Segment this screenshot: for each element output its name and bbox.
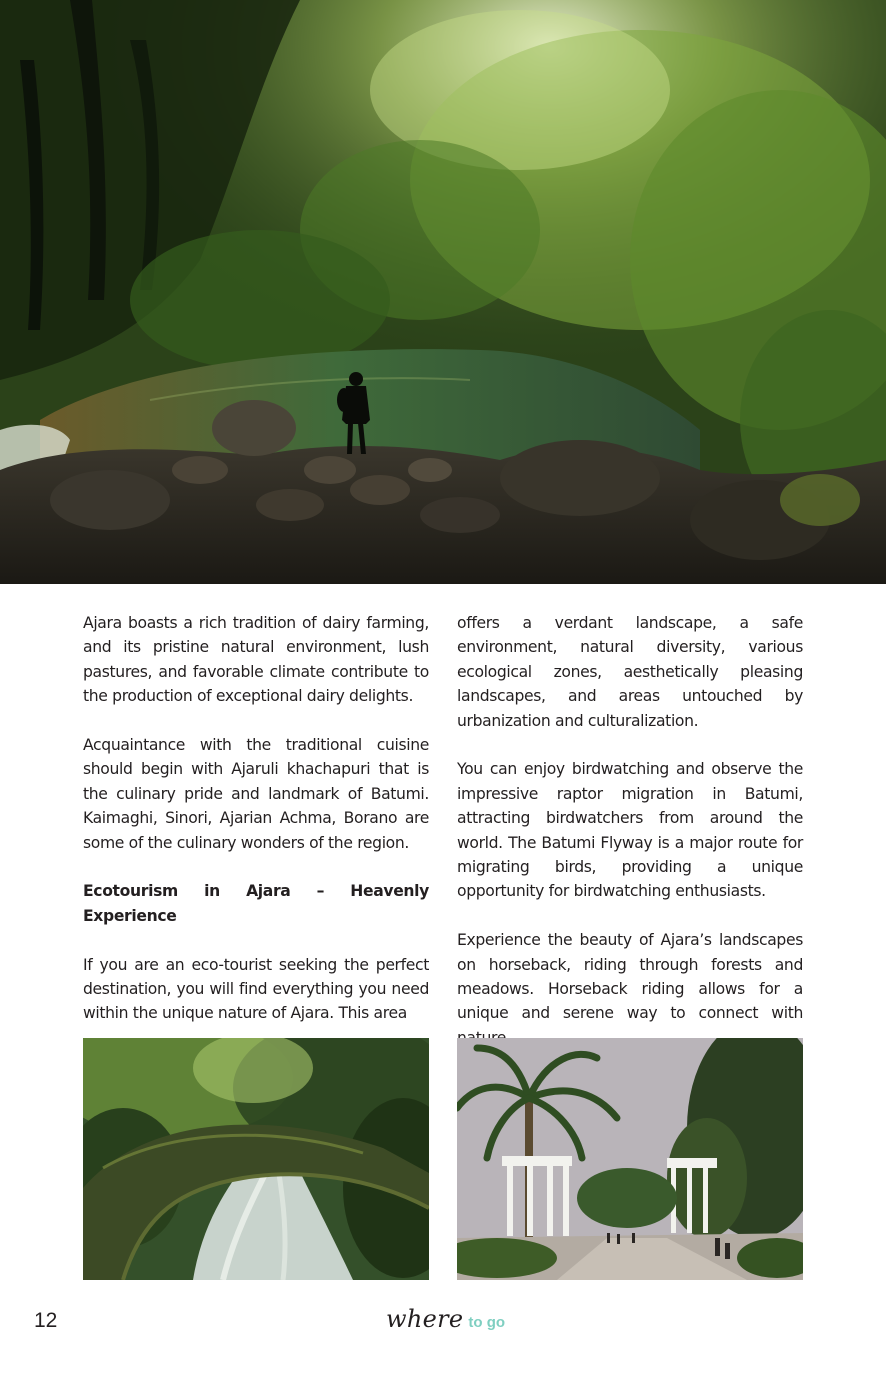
- birdwatching-paragraph: You can enjoy birdwatching and observe the impressive raptor migration in Batumi, attracting birdwatchers from around the world. The Batumi Flyway is a major route for migrating birds, providing a unique opportunity for birdwatching enthusiasts.: [457, 760, 803, 901]
- stone-bridge-photo: [83, 1038, 429, 1280]
- section-label: [386, 1305, 505, 1333]
- stone-bridge-illustration: [83, 1038, 429, 1280]
- page-number: 12: [34, 1309, 58, 1332]
- section-suffix: to go: [468, 1314, 506, 1331]
- boulevard-colonnade-illustration: [457, 1038, 803, 1280]
- landscape-paragraph: offers a verdant landscape, a safe environment, natural diversity, various ecological zones, aesthetically pleasing landscapes, and areas untouched by urbanization and culturalization.: [457, 614, 803, 730]
- ecotourist-paragraph: If you are an eco-tourist seeking the perfect destination, you will find everything you need within the unique nature of Ajara. This area: [83, 955, 429, 1023]
- cuisine-paragraph: Acquaintance with the traditional cuisine should begin with Ajaruli khachapuri that is the culinary pride and landmark of Batumi. Kaimaghi, Sinori, Ajarian Achma, Borano are some of the culinary wonders of the region.: [83, 736, 429, 852]
- batumi-boulevard-photo: [457, 1038, 803, 1280]
- right-text-column: [457, 611, 803, 1075]
- left-text-column: [83, 611, 429, 1050]
- dairy-paragraph: Ajara boasts a rich tradition of dairy farming, and its pristine natural environment, lush pastures, and favorable climate contribute to the production of exceptional dairy delights.: [83, 614, 429, 706]
- horseback-paragraph: Experience the beauty of Ajara’s landscapes on horseback, riding through forests and meadows. Horseback riding allows for a unique and serene way to connect with: [457, 931, 803, 1023]
- section-script-word: where: [386, 1305, 464, 1333]
- hero-forest-river-illustration: [0, 0, 886, 584]
- ecotourism-heading: Ecotourism in Ajara – Heavenly Experience: [83, 882, 429, 925]
- hero-photo: [0, 0, 886, 584]
